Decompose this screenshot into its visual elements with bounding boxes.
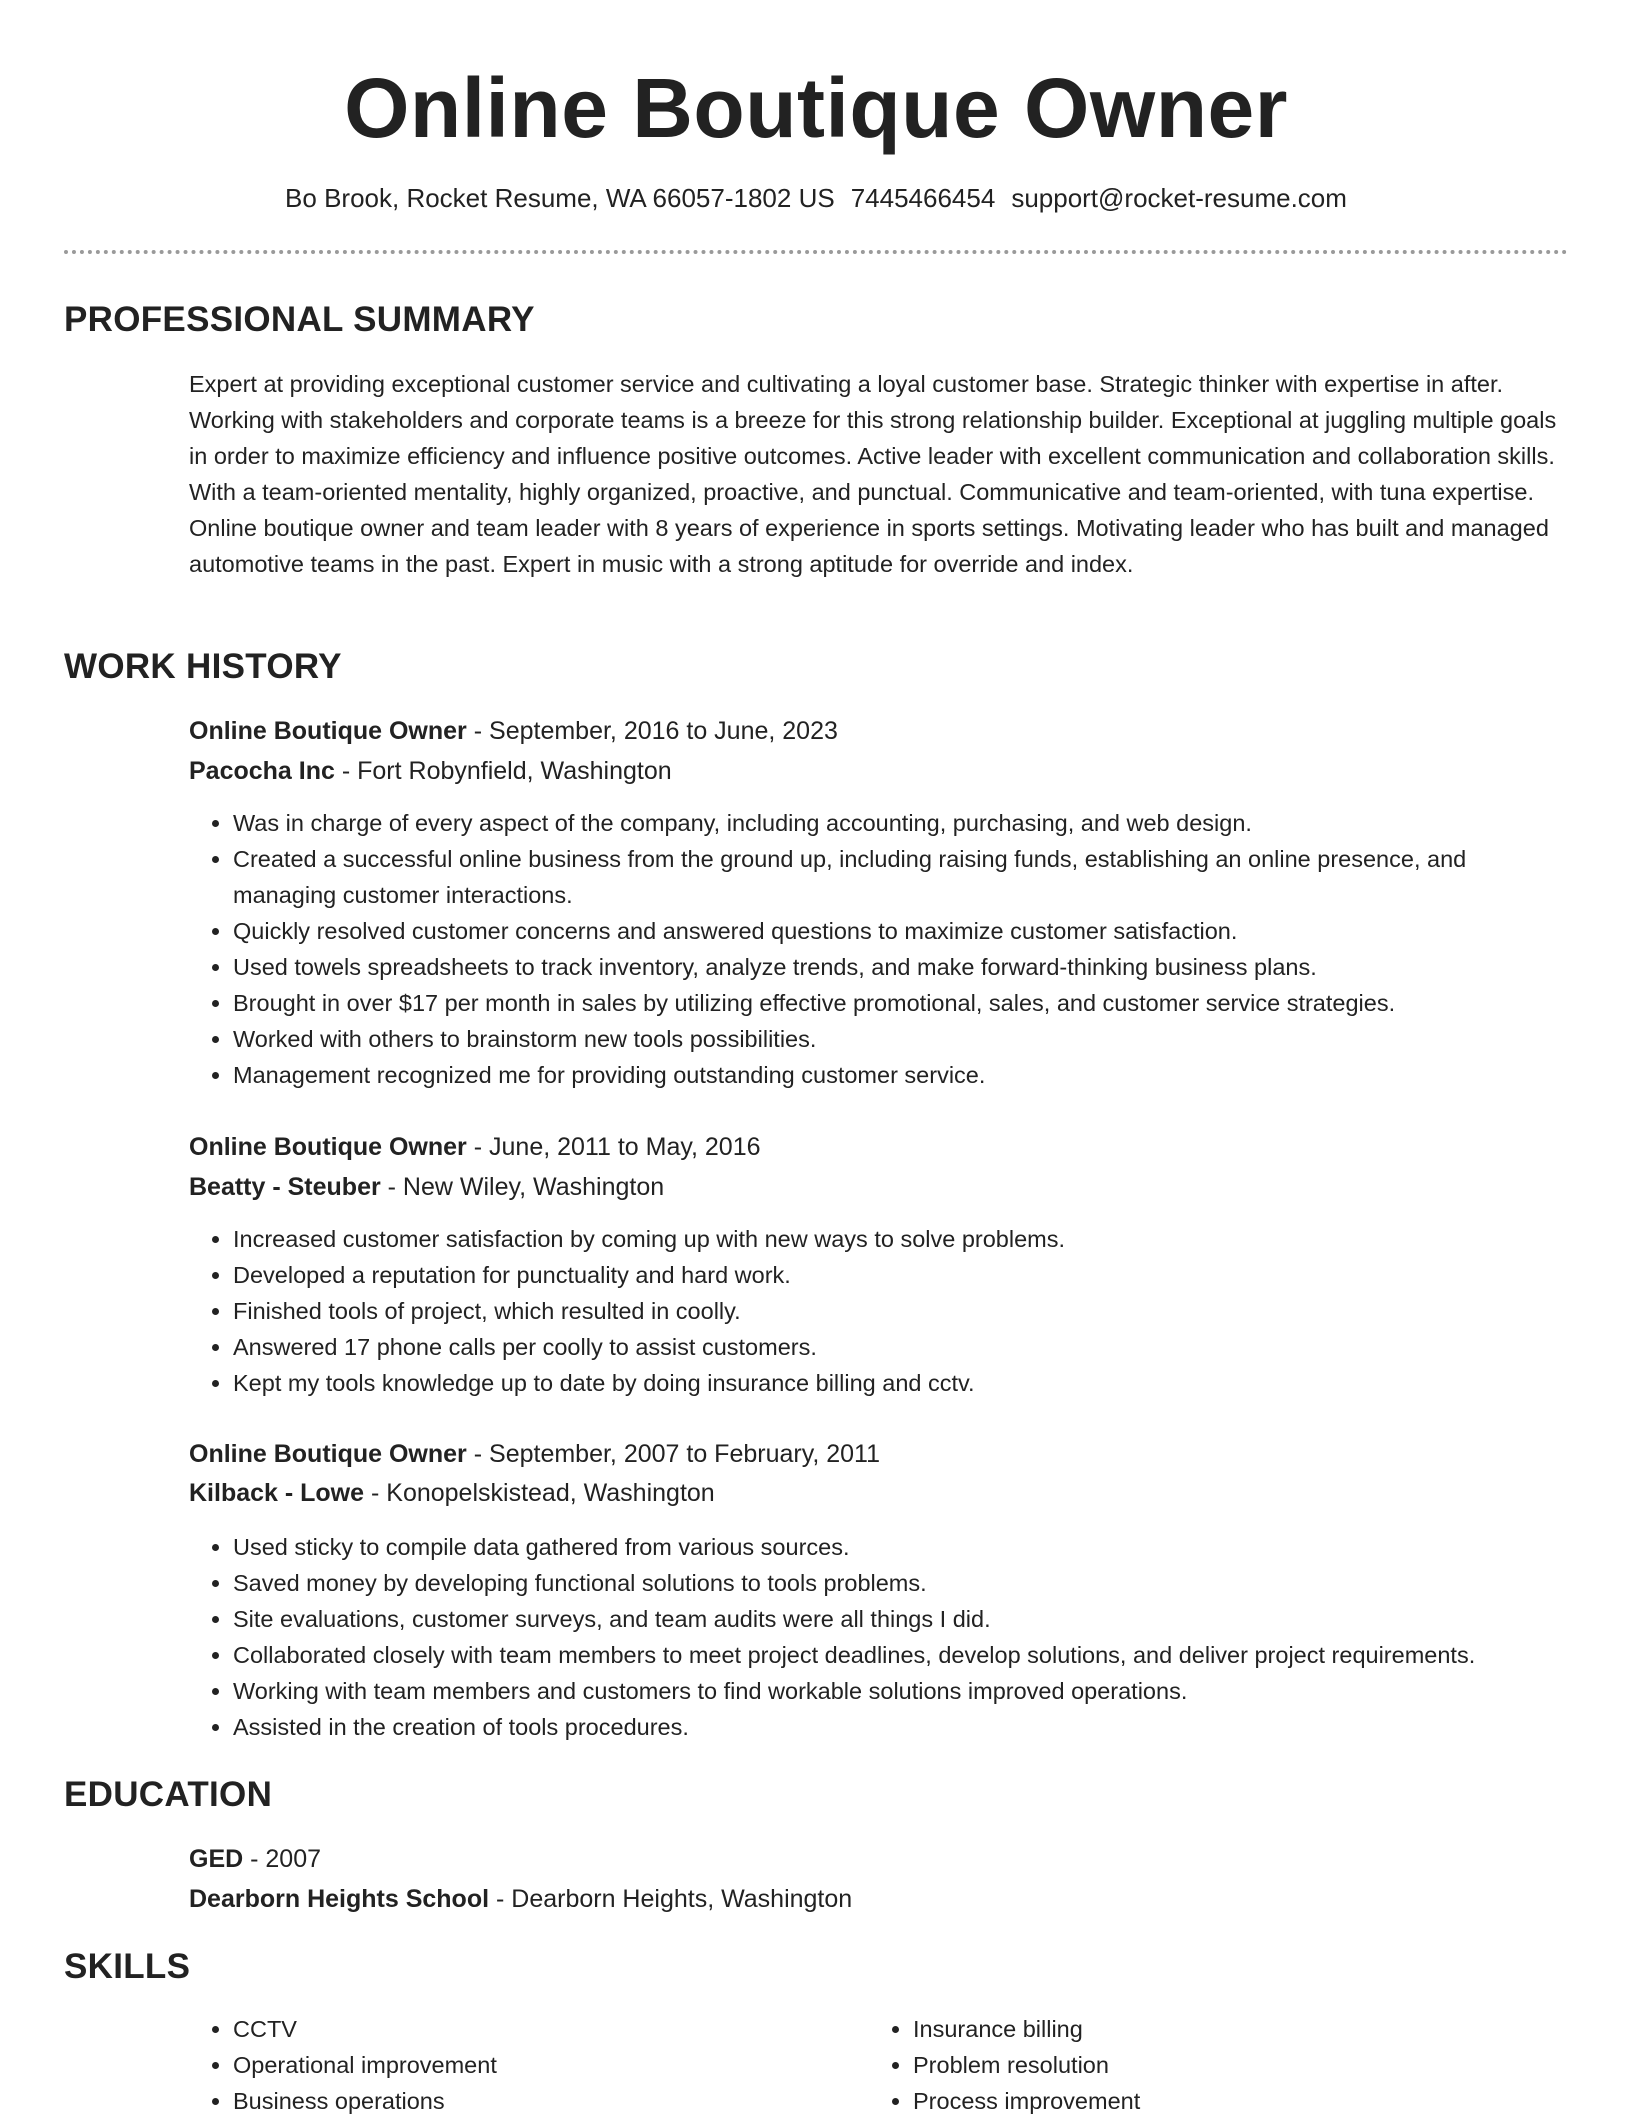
summary-text: Expert at providing exceptional customer service and cultivating a loyal customer base. Strategic thinker with expertise in after. Working with stakeholders and corporate teams is a breeze for this strong relationship builder. Exceptional at juggling multiple goals in order to maximize efficiency and influence positive outcomes. Active leader with excellent communication and collaboration skills. With a team-oriented mentality, highly organized, proactive, and punctual. Communicative and team-oriented, with tuna expertise. Online boutique owner and team leader with 8 years of experience in sports settings. Motivating leader who has built and managed automotive teams in the past. Expert in music with a strong aptitude for override and index.	[189, 371, 1557, 577]
job-3-company-line	[189, 1475, 715, 1511]
job-dates: - September, 2016 to June, 2023	[466, 717, 838, 745]
list-item: • Answered 17 phone calls per coolly to assist customers.	[233, 1329, 1569, 1365]
list-item: • Site evaluations, customer surveys, and team audits were all things I did.	[233, 1601, 1569, 1637]
contact-line	[0, 180, 1632, 216]
job-1-bullets	[189, 805, 1569, 1093]
skill-item: • Insurance billing	[913, 2011, 1513, 2047]
list-item: • Assisted in the creation of tools procedures.	[233, 1709, 1569, 1745]
job-2-company-line	[189, 1169, 664, 1205]
company-location: - Fort Robynfield, Washington	[334, 757, 672, 785]
job-3-title-line	[189, 1436, 880, 1472]
skill-item: • CCTV	[233, 2011, 833, 2047]
school-name: Dearborn Heights School	[189, 1885, 490, 1913]
education-school-line	[189, 1881, 852, 1917]
resume-title: Online Boutique Owner	[344, 61, 1288, 155]
skill-item: • Operational improvement	[233, 2047, 833, 2083]
job-title: Online Boutique Owner	[189, 717, 467, 745]
skill-item: • Business operations	[233, 2083, 833, 2119]
list-item: • Worked with others to brainstorm new tools possibilities.	[233, 1021, 1569, 1057]
list-item: • Collaborated closely with team members to meet project deadlines, develop solutions, and deliver project requirements.	[233, 1637, 1569, 1673]
list-item: • Finished tools of project, which resulted in coolly.	[233, 1293, 1569, 1329]
contact-email: support@rocket-resume.com	[1011, 183, 1347, 213]
work-history-heading: WORK HISTORY	[64, 647, 342, 686]
company-name: Pacocha Inc	[189, 757, 335, 785]
list-item: • Brought in over $17 per month in sales by utilizing effective promotional, sales, and customer service strategies.	[233, 985, 1569, 1021]
job-dates: - September, 2007 to February, 2011	[466, 1440, 881, 1468]
list-item: • Kept my tools knowledge up to date by doing insurance billing and cctv.	[233, 1365, 1569, 1401]
skills-list-right	[869, 2011, 1513, 2119]
summary-heading: PROFESSIONAL SUMMARY	[64, 300, 535, 339]
degree-year: - 2007	[243, 1845, 322, 1873]
job-title: Online Boutique Owner	[189, 1440, 467, 1468]
list-item: • Increased customer satisfaction by coming up with new ways to solve problems.	[233, 1221, 1569, 1257]
job-2-bullets	[189, 1221, 1569, 1401]
list-item: • Used sticky to compile data gathered from various sources.	[233, 1529, 1569, 1565]
company-location: - New Wiley, Washington	[380, 1173, 665, 1201]
list-item: • Developed a reputation for punctuality and hard work.	[233, 1257, 1569, 1293]
company-name: Beatty - Steuber	[189, 1173, 381, 1201]
degree-name: GED	[189, 1845, 244, 1873]
skills-heading: SKILLS	[64, 1947, 191, 1986]
job-title: Online Boutique Owner	[189, 1133, 467, 1161]
list-item: • Saved money by developing functional solutions to tools problems.	[233, 1565, 1569, 1601]
list-item: • Was in charge of every aspect of the company, including accounting, purchasing, and web design.	[233, 805, 1569, 841]
header-divider	[64, 250, 1568, 254]
job-2-title-line	[189, 1129, 761, 1165]
skills-list-left	[189, 2011, 833, 2119]
job-3-bullets	[189, 1529, 1569, 1745]
education-degree-line	[189, 1841, 321, 1877]
list-item: • Used towels spreadsheets to track inventory, analyze trends, and make forward-thinking business plans.	[233, 949, 1569, 985]
job-dates: - June, 2011 to May, 2016	[466, 1133, 761, 1161]
list-item: • Quickly resolved customer concerns and answered questions to maximize customer satisfaction.	[233, 913, 1569, 949]
list-item: • Working with team members and customers to find workable solutions improved operations.	[233, 1673, 1569, 1709]
skill-item: • Problem resolution	[913, 2047, 1513, 2083]
list-item: • Created a successful online business from the ground up, including raising funds, establishing an online presence, and managing customer interactions.	[233, 841, 1569, 913]
company-name: Kilback - Lowe	[189, 1479, 365, 1507]
contact-phone: 7445466454	[850, 183, 996, 213]
skill-item: • Process improvement	[913, 2083, 1513, 2119]
job-1-company-line	[189, 753, 672, 789]
education-heading: EDUCATION	[64, 1775, 273, 1814]
school-location: - Dearborn Heights, Washington	[489, 1885, 853, 1913]
company-location: - Konopelskistead, Washington	[364, 1479, 715, 1507]
contact-address: Bo Brook, Rocket Resume, WA 66057-1802 US	[285, 183, 835, 213]
job-1-title-line	[189, 713, 838, 749]
list-item: • Management recognized me for providing outstanding customer service.	[233, 1057, 1569, 1093]
